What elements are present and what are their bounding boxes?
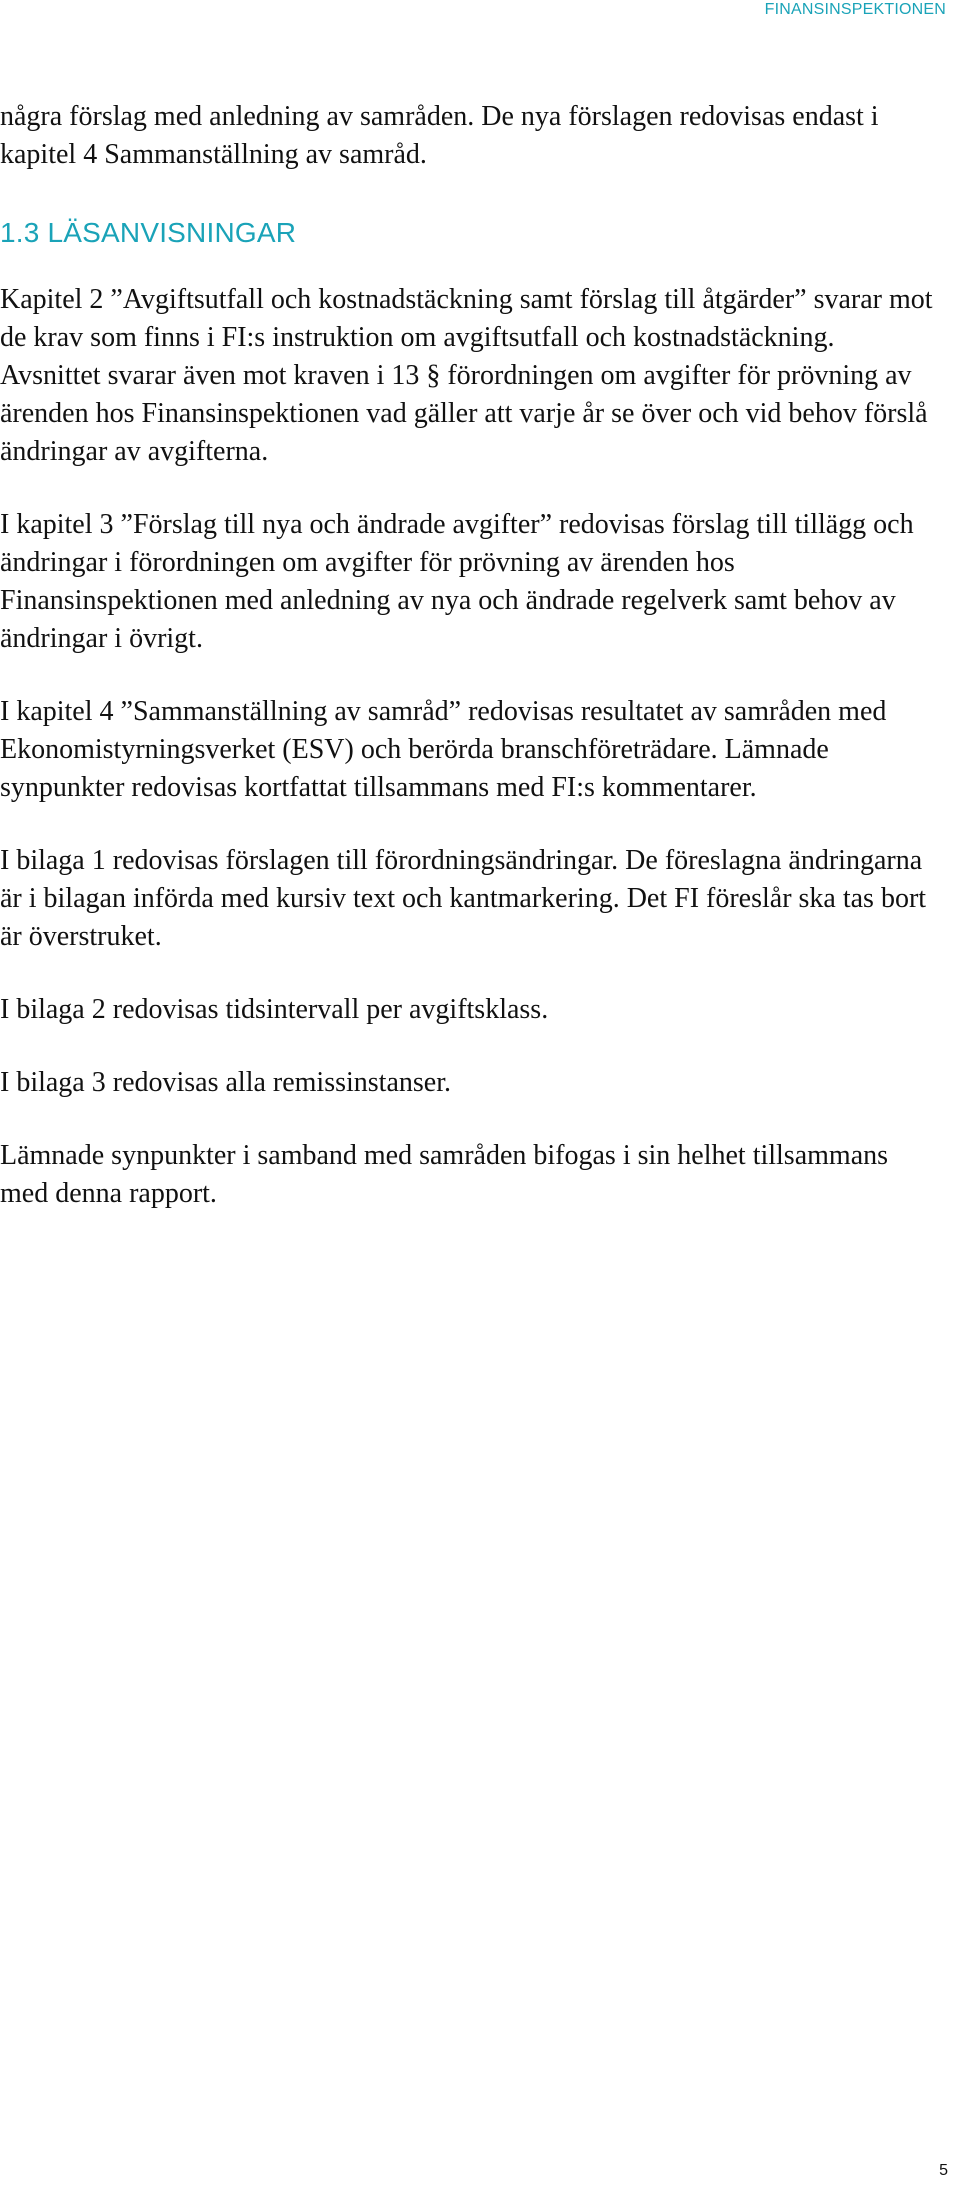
paragraph-bilaga-2: I bilaga 2 redovisas tidsintervall per avgiftsklass. [0,994,549,1025]
section-heading: 1.3 LÄSANVISNINGAR [0,217,297,248]
intro-paragraph: några förslag med anledning av samråden. De nya förslagen redovisas endast i kapitel 4 Sammanställning av samråd. [0,101,879,170]
paragraph-kapitel-4: I kapitel 4 ”Sammanställning av samråd” redovisas resultatet av samråden med Ekonomistyrningsverket (ESV) och berörda branschföreträdare. Lämnade synpunkter redovisas kortfattat tillsammans med FI:s kommentarer. [0,696,887,803]
paragraph-kapitel-2: Kapitel 2 ”Avgiftsutfall och kostnadstäckning samt förslag till åtgärder” svarar mot de krav som finns i FI:s instruktion om avgiftsutfall och kostnadstäckning. Avsnittet svarar även mot kraven i 13 § förordningen om avgifter för prövning av ärenden hos Finansinspektionen vad gäller att varje år se över och vid behov förslå ändringar av avgifterna. [0,284,933,467]
paragraph-synpunkter: Lämnade synpunkter i samband med samråden bifogas i sin helhet tillsammans med denna rapport. [0,1140,889,1209]
document-body [0,98,940,1248]
paragraph-bilaga-3: I bilaga 3 redovisas alla remissinstanser. [0,1067,451,1098]
paragraph-kapitel-3: I kapitel 3 ”Förslag till nya och ändrade avgifter” redovisas förslag till tillägg och ändringar i förordningen om avgifter för prövning av ärenden hos Finansinspektionen med anledning av nya och ändrade regelverk samt behov av ändringar i övrigt. [0,509,914,654]
page-number: 5 [939,2162,948,2179]
header-organization-name: FINANSINSPEKTIONEN [764,1,946,18]
paragraph-bilaga-1: I bilaga 1 redovisas förslagen till förordningsändringar. De föreslagna ändringarna är i bilagan införda med kursiv text och kantmarkering. Det FI föreslår ska tas bort är överstruket. [0,845,927,952]
